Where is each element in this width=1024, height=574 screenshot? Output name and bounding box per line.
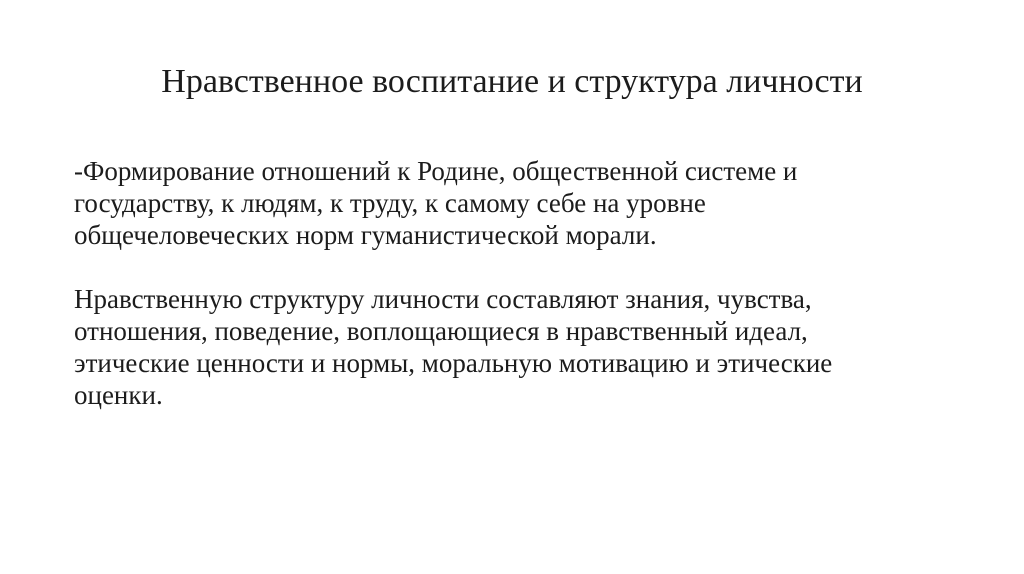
paragraph-formation-of-relations: [74, 155, 954, 251]
paragraph-2-line-3: этические ценности и нормы, моральную мотивацию и этические: [74, 348, 833, 378]
paragraph-1-line-3: общечеловеческих норм гуманистической морали.: [74, 220, 657, 250]
paragraph-2-line-2: отношения, поведение, воплощающиеся в нравственный идеал,: [74, 316, 808, 346]
paragraph-1-line-1: -Формирование отношений к Родине, общественной системе и: [74, 156, 798, 186]
paragraph-moral-structure: [74, 283, 954, 411]
paragraph-1-line-2: государству, к людям, к труду, к самому себе на уровне: [74, 188, 706, 218]
paragraph-2-line-1: Нравственную структуру личности составляют знания, чувства,: [74, 284, 812, 314]
slide-title: Нравственное воспитание и структура личности: [161, 63, 863, 100]
slide-body: [74, 155, 954, 411]
paragraph-2-line-4: оценки.: [74, 380, 163, 410]
